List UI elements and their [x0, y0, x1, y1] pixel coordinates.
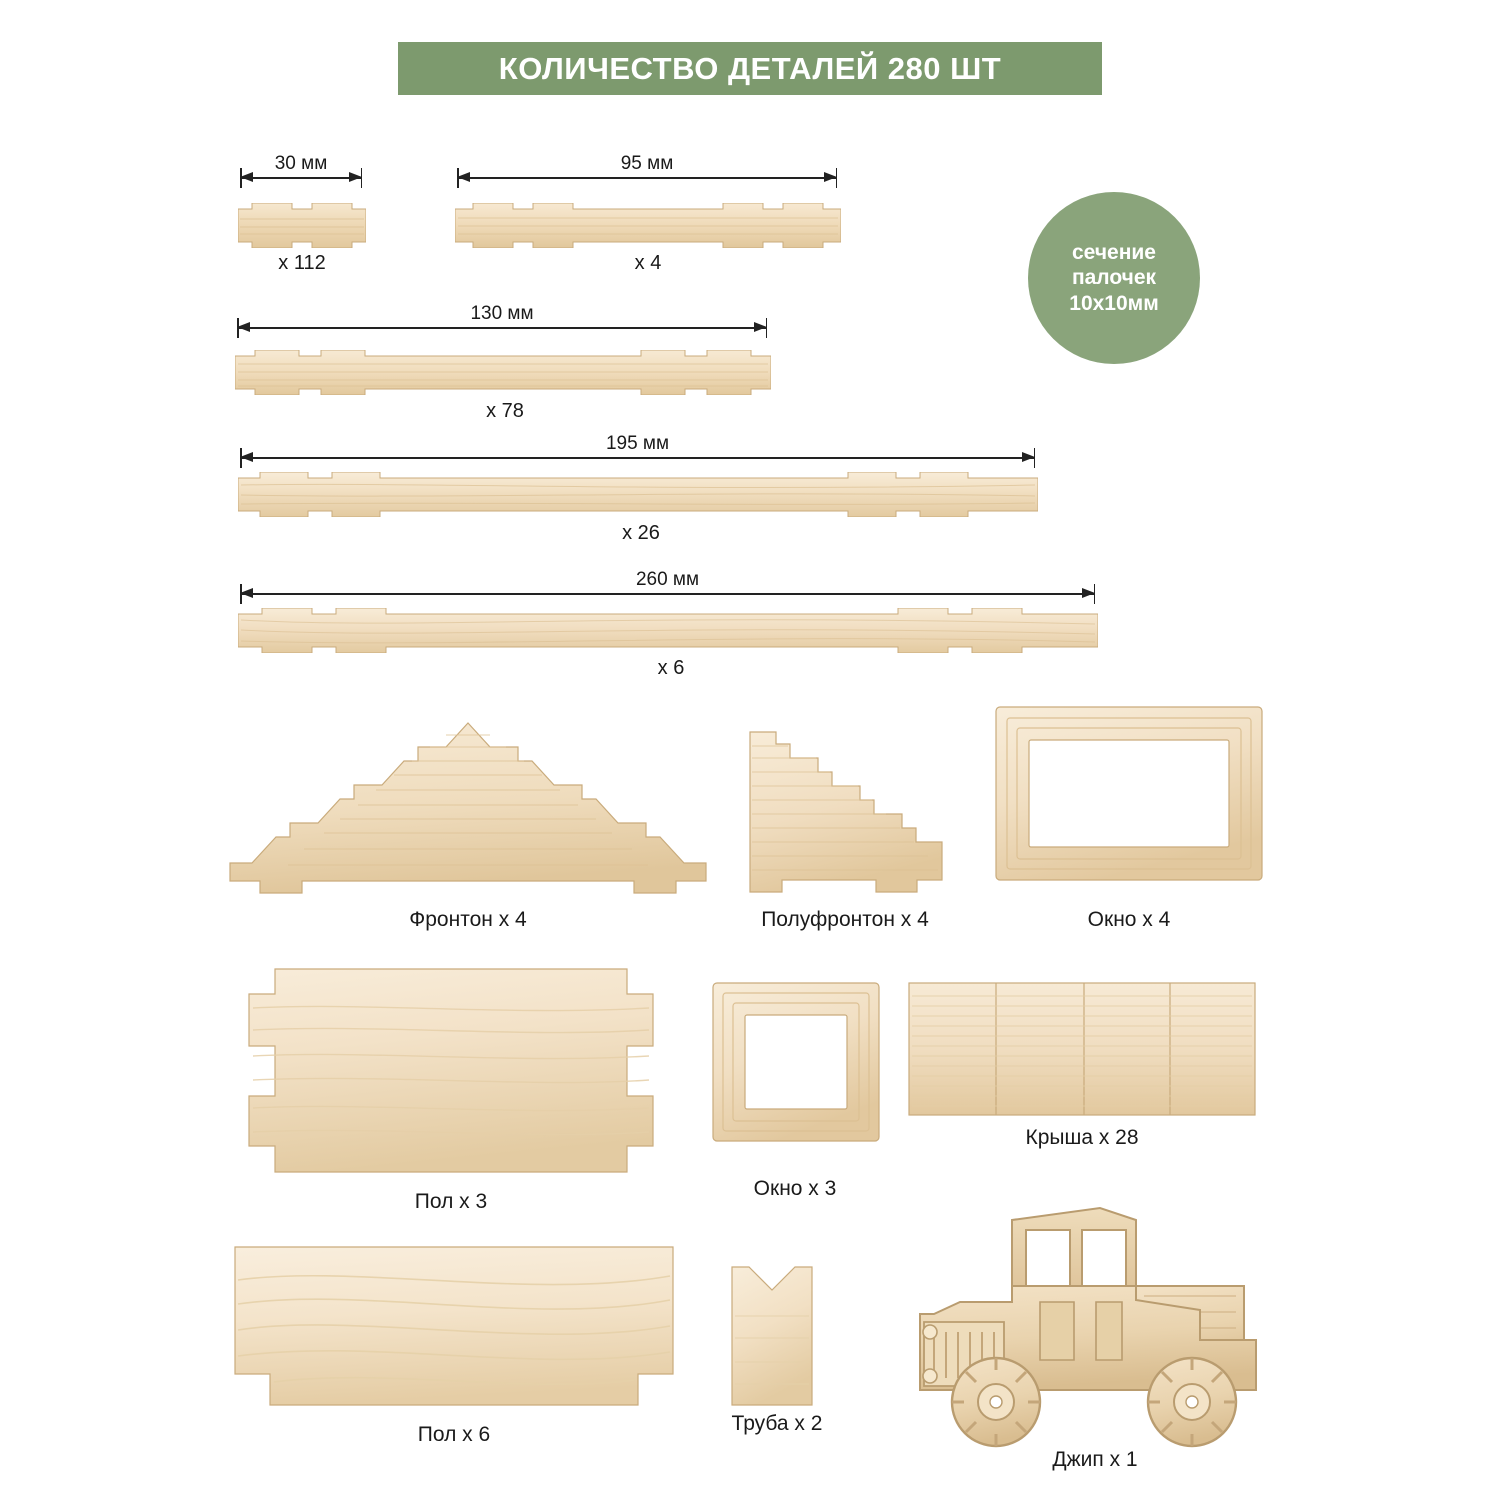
window-large-svg: [995, 706, 1263, 881]
part-floor-3: [247, 968, 655, 1173]
caption-chimney: Труба х 2: [731, 1412, 823, 1435]
window-small-svg: [712, 982, 880, 1142]
roof-svg: [908, 982, 1256, 1116]
floor-6-svg: [234, 1246, 674, 1406]
gable-svg: [228, 715, 708, 900]
caption-floor-3: Пол х 3: [414, 1190, 488, 1213]
part-roof: [908, 982, 1256, 1116]
stick-195mm: [238, 472, 1038, 517]
dimension-rule: [240, 177, 362, 179]
part-floor-6: [234, 1246, 674, 1406]
stick-130mm-svg: [235, 350, 771, 395]
chimney-svg: [731, 1266, 813, 1406]
stick-260mm-count: х 6: [657, 657, 685, 679]
dimension-label-260mm: [240, 569, 1095, 591]
stick-30mm-count: х 112: [278, 252, 326, 274]
part-window-large: [995, 706, 1263, 881]
dimension-line-30mm: [240, 153, 362, 186]
dimension-line-260mm: [240, 569, 1095, 602]
caption-floor-6: Пол х 6: [417, 1423, 491, 1446]
stick-95mm-count: х 4: [634, 252, 662, 274]
caption-window-small: Окно х 3: [753, 1177, 837, 1200]
cross-section-badge: [1028, 192, 1200, 364]
dimension-line-95mm: [457, 153, 837, 186]
dimension-rule: [240, 457, 1035, 459]
stick-30mm-svg: [238, 203, 366, 248]
dimension-line-130mm: [237, 303, 767, 336]
stick-195mm-svg: [238, 472, 1038, 517]
part-gable: [228, 715, 708, 900]
stick-260mm: [238, 608, 1098, 653]
badge-line-3: 10х10мм: [1069, 291, 1159, 315]
dimension-value: 260 мм: [628, 569, 707, 590]
dimension-line-195mm: [240, 433, 1035, 466]
caption-half-gable: Полуфронтон х 4: [761, 908, 929, 931]
dimension-label-130mm: [237, 303, 767, 325]
header-banner: [398, 42, 1102, 95]
dimension-label-195mm: [240, 433, 1035, 455]
dimension-rule: [240, 593, 1095, 595]
jeep-svg: [900, 1190, 1280, 1460]
stick-195mm-count: х 26: [622, 522, 660, 544]
dimension-label-30mm: [240, 153, 362, 175]
part-chimney: [731, 1266, 813, 1406]
caption-roof: Крыша х 28: [1025, 1126, 1139, 1149]
stick-130mm-count: х 78: [486, 400, 524, 422]
dimension-value: 30 мм: [267, 153, 336, 174]
dimension-rule: [457, 177, 837, 179]
badge-line-2: палочек: [1071, 266, 1157, 290]
badge-line-1: сечение: [1072, 240, 1156, 264]
part-jeep: [900, 1190, 1280, 1460]
caption-window-large: Окно х 4: [1087, 908, 1171, 931]
floor-3-svg: [247, 968, 655, 1173]
dimension-label-95mm: [457, 153, 837, 175]
stick-30mm: [238, 203, 366, 248]
stick-95mm-svg: [455, 203, 841, 248]
part-half-gable: [742, 730, 947, 900]
caption-gable: Фронтон х 4: [409, 908, 527, 931]
stick-260mm-svg: [238, 608, 1098, 653]
dimension-value: 195 мм: [598, 433, 677, 454]
caption-jeep: Джип х 1: [1052, 1448, 1138, 1471]
dimension-value: 95 мм: [613, 153, 682, 174]
stick-130mm: [235, 350, 771, 395]
dimension-value: 130 мм: [462, 303, 541, 324]
stick-95mm: [455, 203, 841, 248]
part-window-small: [712, 982, 880, 1142]
dimension-rule: [237, 327, 767, 329]
half-gable-svg: [742, 730, 947, 900]
page-title: КОЛИЧЕСТВО ДЕТАЛЕЙ 280 ШТ: [498, 50, 1002, 86]
